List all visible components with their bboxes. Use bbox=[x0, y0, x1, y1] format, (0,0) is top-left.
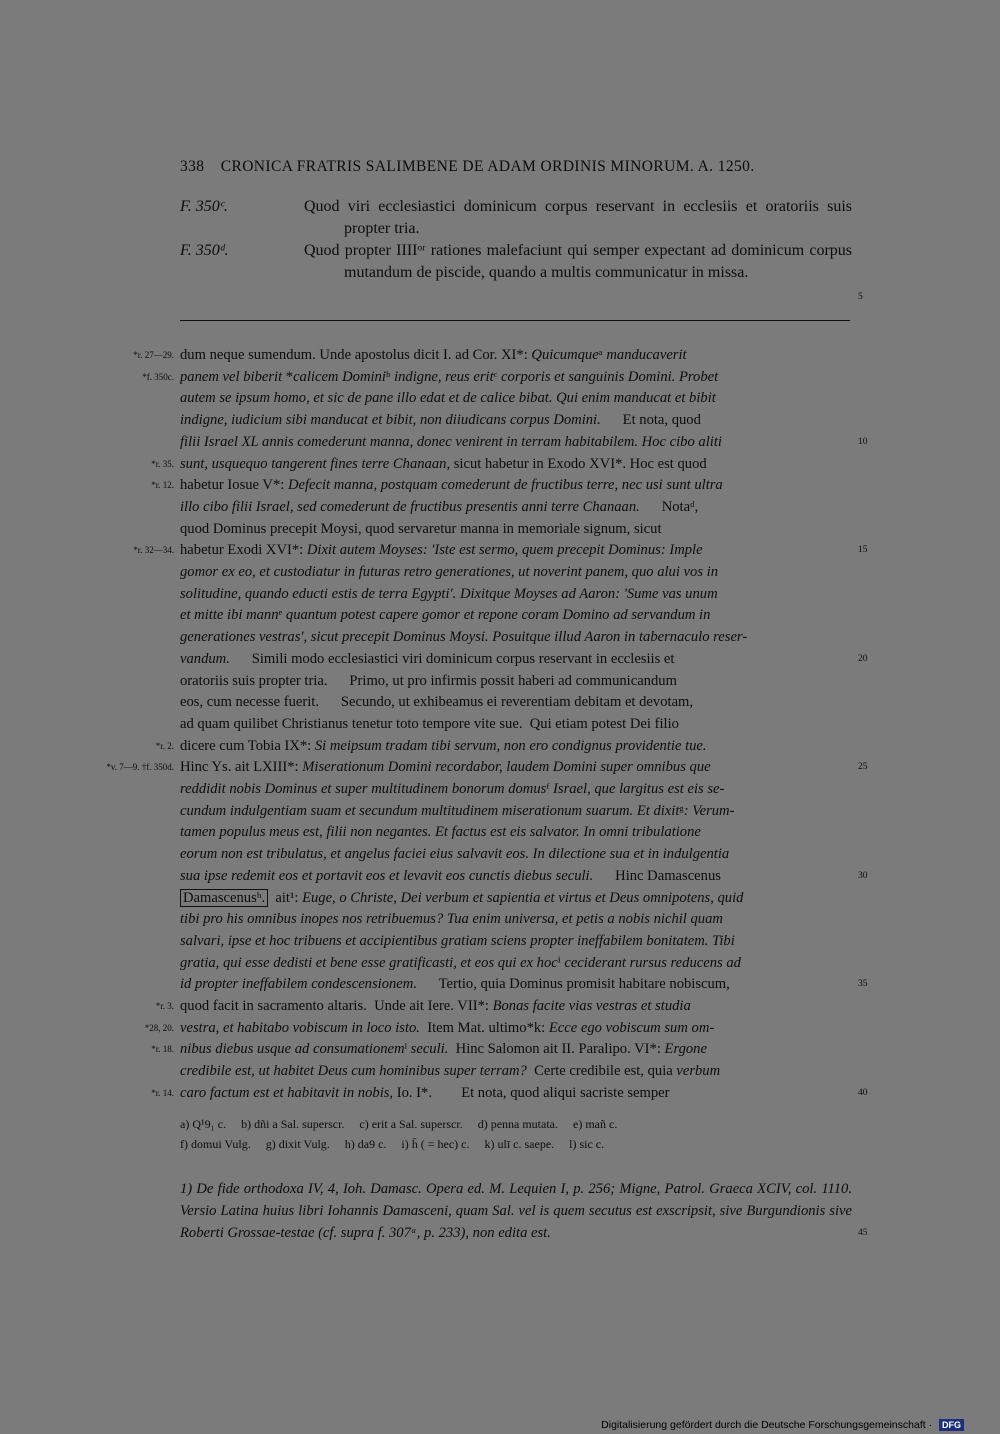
running-header bbox=[180, 158, 820, 176]
quotation-text: reddidit nobis Dominus et super multitudinem bonorum domus bbox=[180, 781, 547, 797]
text-segment: *k bbox=[526, 1019, 542, 1036]
text-line bbox=[180, 691, 852, 713]
text-line bbox=[180, 539, 852, 561]
text-segment: ᵍ bbox=[679, 802, 684, 819]
text-line bbox=[180, 930, 852, 952]
text-segment: * bbox=[285, 368, 294, 385]
quotation-text: corporis et sanguinis Domini. Probet bbox=[497, 368, 719, 385]
quotation-text: generationes vestras', sicut precepit Dominus Moysi. Posuitque illud Aaron in tabernaculo reser- bbox=[180, 629, 748, 646]
quotation-text: quantum potest capere gomor et repone coram Domino ad servandum in bbox=[282, 607, 711, 624]
text-line bbox=[180, 800, 852, 822]
line-number: 45 bbox=[858, 1228, 868, 1238]
quotation-text: eorum non est tribulatus, et angelus faciei eius salvavit eos. In dilectione sua et in indulgentia bbox=[180, 846, 730, 863]
quotation-text: tibi pro his omnibus inopes nos retribuemus? Tua enim universa, et petis a nobis nichil quam bbox=[180, 911, 723, 928]
quotation-text: Bonas facite vias vestras et studia bbox=[492, 998, 691, 1014]
margin-reference: *r. 32—34. bbox=[133, 545, 174, 556]
page-number: 338 bbox=[180, 158, 205, 175]
text-line bbox=[180, 865, 852, 887]
toc-entry bbox=[180, 196, 852, 240]
quotation-text: manducaverit bbox=[602, 347, 687, 363]
text-line bbox=[180, 496, 852, 518]
quotation-text: indigne, iudicium sibi manducat et bibit, non diiudicans corpus Domini. bbox=[180, 412, 601, 429]
quotation-text: Miserationum Domini recordabor, laudem Domini super omnibus que bbox=[302, 759, 711, 776]
margin-reference: *28, 20. bbox=[144, 1022, 174, 1033]
text-line bbox=[180, 821, 852, 843]
text-line bbox=[180, 670, 852, 692]
text-segment: ad quam quilibet Christianus tenetur toto tempore vite sue. Qui etiam potest Dei filio bbox=[180, 715, 679, 732]
quotation-text: sunt, usquequo tangerent fines terre Chanaan, bbox=[180, 455, 451, 472]
text-line bbox=[180, 583, 852, 605]
running-title: CRONICA FRATRIS SALIMBENE DE ADAM ORDINIS MINORUM. A. 1250. bbox=[220, 158, 755, 175]
quotation-text: Ecce ego vobiscum sum om- bbox=[548, 1019, 715, 1036]
text-segment: habetur Exodi XVI*: bbox=[180, 542, 307, 559]
line-number: 15 bbox=[858, 545, 868, 556]
line-number: 10 bbox=[858, 436, 868, 447]
quotation-text: cundum indulgentiam suam et secundum multitudinem miserationum suarum. Et dixit bbox=[180, 802, 680, 819]
text-segment: : bbox=[541, 1019, 549, 1036]
quotation-text: caro factum est et habitavit in nobis, bbox=[180, 1084, 394, 1101]
margin-reference: *r. 27—29. bbox=[133, 350, 174, 360]
dfg-logo: DFG bbox=[939, 1419, 964, 1431]
line-number: 40 bbox=[858, 1087, 868, 1098]
section-divider bbox=[180, 320, 850, 321]
quotation-text: vestra, et habitabo vobiscum in loco isto. bbox=[180, 1019, 420, 1036]
quotation-text: seculi. bbox=[407, 1041, 449, 1058]
text-line bbox=[180, 973, 852, 995]
quotation-text: filii Israel XL annis comederunt manna, donec venirent in terram habitabilem. Hoc cibo aliti bbox=[180, 433, 722, 450]
quotation-text: salvari, ipse et hoc tribuens et accipientibus gratiam sciens propter ineffabilem bonitatem. Tibi bbox=[180, 932, 735, 949]
quotation-text: gomor ex eo, et custodiatur in futuras retro generationes, ut noverint panem, quo alui vos in bbox=[180, 564, 719, 580]
text-segment: ait¹: bbox=[268, 889, 303, 906]
apparatus-line: f) domui Vulg. g) dixit Vulg. h) da9 c. i) h̄ ( = hec) c. k) ulī c. saepe. l) sic c. bbox=[180, 1137, 605, 1151]
margin-reference: *f. 350c. bbox=[142, 371, 174, 382]
text-segment: Tertio, quia Dominus promisit habitare nobiscum, bbox=[416, 976, 730, 993]
text-line bbox=[180, 887, 852, 909]
text-line bbox=[180, 604, 852, 626]
text-line bbox=[180, 1060, 852, 1082]
text-segment: Certe credibile est, quia bbox=[526, 1063, 677, 1080]
text-segment: ᶠ bbox=[546, 781, 550, 797]
text-segment: Item Mat. ultimo bbox=[419, 1019, 527, 1036]
margin-reference: *r. 18. bbox=[151, 1044, 174, 1055]
text-segment: ᵇ bbox=[385, 368, 391, 385]
toc-entry bbox=[180, 240, 852, 306]
line-number: 25 bbox=[858, 762, 868, 773]
quotation-text: gratia, qui esse dedisti et bene esse gratificasti, et eos qui ex hoc bbox=[180, 954, 558, 971]
quotation-text: Quicumque bbox=[531, 347, 599, 363]
quotation-text: tamen populus meus est, filii non negantes. Et factus est eis salvator. In omni tribulatione bbox=[180, 824, 701, 841]
text-segment: ⁱ bbox=[557, 954, 561, 971]
line-number: 30 bbox=[858, 870, 868, 881]
text-line bbox=[180, 453, 852, 475]
text-line bbox=[180, 431, 852, 453]
text-segment: Simili modo ecclesiastici viri dominicum corpus reservant in ecclesiis et bbox=[229, 650, 675, 667]
text-segment: Io. I*. bbox=[393, 1084, 432, 1101]
text-line bbox=[180, 1038, 852, 1060]
text-segment: Nota bbox=[639, 498, 691, 515]
text-segment: Et nota, quod bbox=[600, 412, 701, 429]
toc-label: F. 350ᵈ. bbox=[180, 242, 229, 259]
footnote bbox=[180, 1178, 852, 1244]
quotation-text: Euge, o Christe, Dei verbum et sapientia et virtus et Deus omnipotens, quid bbox=[302, 889, 744, 906]
quotation-text: Israel, que largitus est eis se- bbox=[549, 781, 725, 797]
text-segment: sicut habetur in Exodo XVI*. Hoc est quod bbox=[450, 455, 707, 472]
text-segment: oratoriis suis propter tria. Primo, ut pro infirmis possit haberi ad communicandum bbox=[180, 672, 677, 689]
apparatus-notes bbox=[180, 1114, 852, 1154]
quotation-text: indigne, reus erit bbox=[390, 368, 494, 385]
text-line bbox=[180, 366, 852, 388]
footnote-text: 1) De fide orthodoxa IV, 4, Ioh. Damasc. Opera ed. M. Lequien I, p. 256; Migne, Patrol. Graeca XCIV, col. 1110. Versio Latina huius libri Iohannis Damasceni, quam Sal. vel is quem secutus est exscripsit, sive Burgundionis sive Roberti Grossae-testae (cf. supra f. 307ᵃ, p. 233), non edita est. bbox=[180, 1181, 852, 1241]
text-segment: dicere cum Tobia IX*: bbox=[180, 737, 315, 754]
text-line bbox=[180, 735, 852, 757]
text-line bbox=[180, 387, 852, 409]
text-segment: , bbox=[694, 498, 699, 515]
text-segment: ᶜ bbox=[493, 368, 498, 385]
text-line bbox=[180, 908, 852, 930]
footer-text: Digitalisierung gefördert durch die Deutsche Forschungsgemeinschaft · bbox=[601, 1419, 933, 1431]
quotation-text: Dixit autem Moyses: 'Iste est sermo, quem precepit Dominus: Imple bbox=[306, 542, 703, 559]
text-line bbox=[180, 648, 852, 670]
text-line bbox=[180, 561, 852, 583]
margin-reference: *r. 14. bbox=[151, 1087, 174, 1098]
text-line bbox=[180, 1082, 852, 1104]
quotation-text: panem vel biberit bbox=[180, 368, 286, 385]
line-number: 20 bbox=[858, 653, 868, 664]
text-line bbox=[180, 756, 852, 778]
text-line bbox=[180, 995, 852, 1017]
toc-label: F. 350ᶜ. bbox=[180, 198, 228, 215]
marked-word: Damascenusʰ. bbox=[180, 889, 268, 907]
text-line bbox=[180, 474, 852, 496]
text-segment: ᵈ bbox=[690, 498, 695, 515]
quotation-text: verbum bbox=[676, 1063, 721, 1080]
toc-text: Quod propter IIIIᵒʳ rationes malefaciunt qui semper expectant ad dominicum corpus mutandum de piscide, quando a multis communicatur in missa. bbox=[304, 242, 852, 281]
text-line bbox=[180, 1017, 852, 1039]
quotation-text: calicem Domini bbox=[293, 368, 386, 385]
text-segment: eos, cum necesse fuerit. Secundo, ut exhibeamus ei reverentiam debitam et devotam, bbox=[180, 694, 694, 711]
quotation-text: autem se ipsum homo, et sic de pane illo edat et de calice bibat. Qui enim manducat et bibit bbox=[180, 390, 716, 407]
text-segment: ᵃ bbox=[598, 347, 603, 363]
text-line bbox=[180, 778, 852, 800]
text-segment: Et nota, quod aliqui sacriste semper bbox=[432, 1084, 670, 1101]
quotation-text: solitudine, quando educti estis de terra Egypti'. Dixitque Moyses ad Aaron: 'Sume vas unum bbox=[180, 585, 718, 602]
text-segment: quod facit in sacramento altaris. Unde ait Iere. VII*: bbox=[180, 998, 493, 1014]
text-line bbox=[180, 344, 852, 366]
quotation-text: id propter ineffabilem condescensionem. bbox=[180, 976, 417, 993]
toc-text: Quod viri ecclesiastici dominicum corpus reservant in ecclesiis et oratoriis suis propter tria. bbox=[304, 198, 852, 237]
text-segment: dum neque sumendum. Unde apostolus dicit I. ad Cor. XI*: bbox=[180, 347, 532, 363]
margin-reference: *r. 2. bbox=[155, 740, 174, 751]
text-line bbox=[180, 409, 852, 431]
text-line bbox=[180, 626, 852, 648]
margin-reference: *r. 3. bbox=[155, 1001, 174, 1011]
quotation-text: vandum. bbox=[180, 650, 230, 667]
line-number: 5 bbox=[858, 292, 863, 302]
margin-reference: *r. 35. bbox=[151, 458, 174, 469]
text-segment: ˡ bbox=[404, 1041, 408, 1058]
text-segment: quod Dominus precepit Moysi, quod servaretur manna in memoriale signum, sicut bbox=[180, 520, 662, 537]
quotation-text: sua ipse redemit eos et portavit eos et levavit eos cunctis diebus seculi. bbox=[180, 867, 594, 884]
quotation-text: et mitte ibi mann bbox=[180, 607, 279, 624]
quotation-text: : Verum- bbox=[683, 802, 735, 819]
text-line bbox=[180, 713, 852, 735]
text-line bbox=[180, 518, 852, 540]
funding-footer bbox=[601, 1419, 964, 1431]
text-segment: ᵉ bbox=[278, 607, 283, 624]
margin-reference: *v. 7—9. †f. 350d. bbox=[106, 762, 174, 773]
quotation-text: nibus diebus usque ad consumationem bbox=[180, 1041, 405, 1058]
quotation-text: credibile est, ut habitet Deus cum hominibus super terram? bbox=[180, 1063, 527, 1080]
quotation-text: illo cibo filii Israel, sed comederunt de fructibus presentis anni terre Chanaan. bbox=[180, 498, 640, 515]
text-line bbox=[180, 952, 852, 974]
quotation-text: ceciderant rursus reducens ad bbox=[560, 954, 741, 971]
quotation-text: Ergone bbox=[664, 1041, 707, 1058]
quotation-text: Defecit manna, postquam comederunt de fructibus terre, nec usi sunt ultra bbox=[287, 477, 723, 494]
text-segment: Hinc Salomon ait II. Paralipo. VI*: bbox=[448, 1041, 665, 1058]
text-segment: Hinc Damascenus bbox=[593, 867, 721, 884]
apparatus-line: a) Q¹9₁ c. b) dñi a Sal. superscr. c) erit a Sal. superscr. d) penna mutata. e) mañ c. bbox=[180, 1117, 618, 1131]
text-segment: habetur Iosue V*: bbox=[180, 477, 288, 494]
margin-reference: *r. 12. bbox=[151, 480, 174, 491]
line-number: 35 bbox=[858, 979, 868, 990]
quotation-text: Si meipsum tradam tibi servum, non ero condignus providentie tue. bbox=[314, 737, 707, 754]
text-segment: Hinc Ys. ait LXIII*: bbox=[180, 759, 303, 776]
text-line bbox=[180, 843, 852, 865]
